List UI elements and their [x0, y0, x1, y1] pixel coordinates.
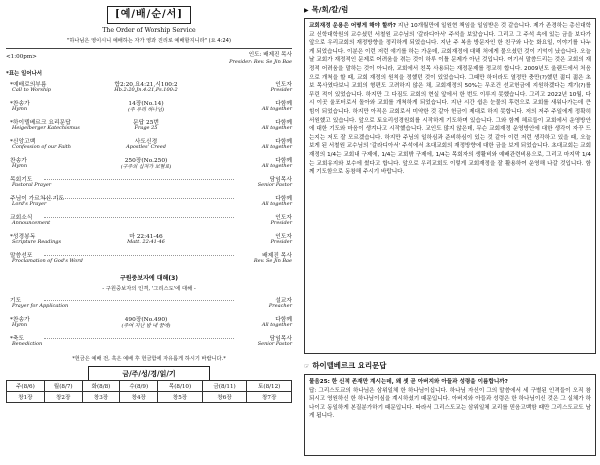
order-item [6, 212, 292, 231]
order-item-name-en: Pastoral Prayer [12, 182, 52, 188]
order-item-detail: 마 22:41-46 [129, 234, 163, 240]
hand-pointer-icon: ☞ [304, 363, 310, 370]
leader-name: 인도: 배제진 목사 [248, 52, 292, 58]
order-item [6, 174, 292, 193]
order-item-person-en: All together [261, 125, 292, 131]
order-item-name: 목회기도 [10, 177, 33, 183]
leader-info [229, 52, 292, 66]
order-item-name: *찬송가 [10, 101, 30, 107]
order-item-person-en: Presider [270, 220, 292, 226]
order-item-name: *성경봉독 [10, 234, 36, 240]
schedule-day: 토(8/12) [247, 381, 292, 392]
order-item-detail: 490장(No.490) [124, 317, 168, 323]
schedule-day: 주(8/6) [7, 381, 45, 392]
order-item-detail-en: Matt. 22:41-46 [127, 239, 165, 245]
order-item-name-en: Prayer for Application [12, 303, 69, 309]
order-item-person: 다함께 [275, 120, 292, 126]
order-item-person-en: All together [261, 144, 292, 150]
order-item-person: 담임목사 [269, 177, 292, 183]
bulletin-motto: "하나님은 영이시니 예배하는 자가 영과 진리로 예배할지니라" (요 4:24) [67, 38, 231, 44]
order-item-person: 담임목사 [269, 336, 292, 342]
order-item-name-en: Heigelberger Katechismus [12, 125, 80, 131]
order-item-name-en: Hymn [12, 322, 28, 328]
order-item-name: *찬송가 [10, 317, 30, 323]
order-item-person-en: Presider [270, 87, 292, 93]
order-item-name: *하이델베르크 요리문답 [10, 120, 71, 126]
schedule-reading: 창6장 [202, 392, 247, 403]
order-item-name: 기도 [10, 298, 22, 304]
order-list-after [6, 295, 292, 352]
dotted-leader [44, 255, 234, 256]
order-item [6, 250, 292, 269]
schedule-day: 수(8/9) [120, 381, 158, 392]
order-item-detail: 250장(No.250) [124, 158, 168, 164]
schedule-reading: 창5장 [158, 392, 203, 403]
order-item [6, 295, 292, 314]
reading-schedule-table [6, 380, 292, 403]
bulletin-subtitle: The Order of Worship Service [102, 27, 196, 34]
order-item [6, 231, 292, 250]
order-item-person-en: Senior Pastor [257, 341, 292, 347]
order-item-person-en: Preacher [268, 303, 292, 309]
order-item-detail-en: (구주의 십자가 보혈로) [120, 164, 172, 170]
catechism-heading [304, 360, 596, 372]
order-item-detail: 문답 25번 [132, 120, 160, 126]
order-item-detail: 사도신경 [134, 139, 158, 145]
schedule-day: 월(8/7) [44, 381, 82, 392]
sermon-title: 구원중보자에 대해(3) [119, 275, 179, 282]
order-item-name-en: Call to Worship [12, 87, 51, 93]
order-item-person-en: Rev. Se Jin Bae [253, 258, 292, 264]
service-time: <1:00pm> [6, 54, 37, 60]
order-item-name-en: Hymn [12, 163, 28, 169]
order-item-name-en: Confession of our Faith [12, 144, 72, 150]
order-item-person: 다함께 [275, 196, 292, 202]
schedule-reading: 창3장 [82, 392, 120, 403]
schedule-readings-row [7, 392, 292, 403]
order-item-name: 주님이 가르쳐신 기도 [10, 196, 65, 202]
catechism-answer: 답: 그리스도교의 하나님은 삼위일체 한 하나님이십니다. 하나님 자신이 그의 말씀에서 세 구별된 인격들이 오직 참되시고 영원하신 한 하나님이심을 계시하셨기 때문입니다. 아버지와 아들과 성령은 한 하나님이신 것은 그 실체가 하나이고 동일하게 본질분가하기 때문입니다. 따라서 그리스도교는 삼위일체 교리를 믿음고백함 때만 그리스도교도 남게 됩니다. [309, 387, 591, 420]
order-item-person: 다함께 [275, 158, 292, 164]
order-list [6, 79, 292, 269]
schedule-day: 화(8/8) [82, 381, 120, 392]
order-item-person: 다함께 [275, 317, 292, 323]
pastoral-column-body: 지난 10개월만에 일원현 책임을 일임받은 것 같습니다. 제가 존경하는 총신대학교 신학대학원의 교수셨던 서철원 교수님의 '갈라디아서' 주석을 보았습니다. 그리고 그 주석 속에 있는 금을 보다가 앞으로 우리교회의 재정방향을 정리하게 되었습니다. 지난 주 복음 방문자인 한 친구와 나눈 화요일, 이야기를 나누게 되었습니다. 이분은 이런 저런 얘기를 하는 가운데, 교회재정에 대해 처에게 물으셨던 것이 기억이 났습니다. 오늘날 교회가 재정적인 문제로 어려움을 겪는 것이 하루 이틀 문제가 아닌 것입니다. 여기서 말씀드리는 것은 교회의 재정적 어려움을 말하는 것이 아니라, 교회에서 친목 사용되는 재정문제를 정교히 합니다. 2009년도 울랜드에서 처음으로 개척을 할 때, 교회 재정의 원칙을 정했던 것이 있었습니다. 그때만 하더라도 열정만 충만(?)했던 젊디 젊은 초보 목사였다보니 교회의 형편도 고려하지 않은 채, 교회재정의 50%는 무조건 선교헌금에 지원하겠다는 계기(?)를 무린 적이 있었습니다. 하지만 그 다짐도 교회의 현실 앞에서 한 번도 이루지 못했습니다. 그리고 2022년 10월, 다시 이곳 울포터로서 돌아와 교회를 개척하게 되었습니다. 지난 시간 쉽은 눈물의 후련으로 교회를 새워나가는데 큰 힘이 되었습니다. 하지만 아직은 교회로서 미약한 것 같아 헌금이 제대로 하지 못합니다. 저의 저주 주일에게 정확히 서원했고 있습니다. 앞으로 토요리성경원회를 시작하게 기도하며 있습니다. 그와 함께 헤르들이 교회에서 운영방안에 대한 기도와 마음이 생겨나고 시작했습니다. 교인도 많지 않은데, 무슨 교회재정 운영방안에 대한 생각이 자꾸 드는지는 저도 잘 모르겠습니다. 하지만 주님의 일하심과 준비하심이 있는 것 같아 이런 저런 생각하고 있을 때, 오늘 보게 된 서철원 교수님의 '갈라디아서' 주석에서 초대교회의 재정방향에 대한 금을 보게 되었습니다. 초대교회는 교회재정의 1/4는 교회내 구제에, 1/4는 교회밖 구제에, 1/4는 목회자의 생활비와 예배관련비용으로, 그리고 마지막 1/4는 교회유지와 보수에 썼다고 합니다. 앞으로 우리교회도 이렇게 교회재정을 잘 활용하여 운영해 나갈 것입니다. 함께 기도함으로 동참해 주시기 바랍니다. [309, 23, 591, 176]
pastoral-column-heading [304, 4, 596, 16]
schedule-reading: 창2장 [44, 392, 82, 403]
leader-name-en: Presider: Rev. Se Jin Bae [229, 59, 292, 65]
order-item-name: *예배로의부름 [10, 82, 47, 88]
pastoral-column-lead: 교회재정 운용은 어떻게 해야 할까? [309, 23, 397, 29]
order-item-name-en: Scripture Readings [12, 239, 62, 245]
divider [6, 48, 292, 49]
standing-marker: *표는 일어나서 [6, 71, 42, 77]
order-item-person: 인도자 [275, 234, 292, 240]
order-item-detail-en: Frage 25 [134, 125, 158, 131]
schedule-title: 금/주/성/경/읽/기 [88, 366, 210, 380]
dotted-leader [44, 300, 234, 301]
dotted-leader [44, 198, 234, 199]
order-item-person: 다함께 [275, 139, 292, 145]
order-item-name-en: Proclamation of God's Word [12, 258, 83, 264]
bulletin-left-column [6, 4, 292, 462]
triangle-icon: ▶ [304, 7, 309, 14]
pastoral-column-title: 목/회/칼/럼 [311, 5, 349, 14]
order-item-name-en: Benediction [12, 341, 43, 347]
order-item-name-en: Lord's Prayer [12, 201, 47, 207]
order-item [6, 193, 292, 212]
order-item [6, 333, 292, 352]
order-item-person: 인도자 [275, 215, 292, 221]
offering-notice: *헌금은 예배 전, 혹은 예배 후 헌금함에 자유롭게 하시기 바랍니다.* [72, 356, 226, 362]
order-item-name-en: Hymn [12, 106, 28, 112]
time-row [6, 52, 292, 66]
schedule-reading: 창4장 [120, 392, 158, 403]
order-item-detail: 합2:20,요4:21,시100:2 [114, 82, 178, 88]
order-item-person-en: All together [261, 322, 292, 328]
catechism-title: 하이델베르크 요리문답 [312, 361, 387, 370]
dotted-leader [44, 338, 234, 339]
dotted-leader [44, 179, 234, 180]
order-item-detail-en: Hb.2:20,Jn.4:21,Ps.100:2 [114, 87, 178, 93]
sermon-subtitle: - 구원중보자의 인격, '그리스도'에 대해 - [102, 286, 196, 292]
order-item [6, 79, 292, 98]
order-item-name: *신앙고백 [10, 139, 36, 145]
schedule-day: 목(8/10) [158, 381, 203, 392]
schedule-reading: 창1장 [7, 392, 45, 403]
dotted-leader [44, 217, 234, 218]
order-item-person-en: All together [261, 163, 292, 169]
order-item-name: 말씀선포 [10, 253, 33, 259]
order-item [6, 314, 292, 333]
order-item-detail-en: (주여 지난 밤 내 꿈에) [121, 323, 171, 329]
order-item-detail-en: (주 우리 하나님) [127, 107, 165, 113]
catechism-question: 물음25: 한 신적 존재만 계시는데, 왜 셋 곧 아버지와 아들과 성령을 이름합니까? [309, 379, 508, 385]
pastoral-column-box [304, 18, 596, 354]
schedule-days-row [7, 381, 292, 392]
bulletin-right-column [304, 4, 596, 462]
order-item-person: 인도자 [275, 82, 292, 88]
order-item-person: 다함께 [275, 101, 292, 107]
bulletin-title: [예/배/순/서] [107, 6, 191, 24]
order-item [6, 155, 292, 174]
order-item-person-en: Senior Pastor [257, 182, 292, 188]
order-item-name: 찬송가 [10, 158, 27, 164]
order-item-person-en: Presider [270, 239, 292, 245]
schedule-reading: 창7장 [247, 392, 292, 403]
order-item-name: *축도 [10, 336, 25, 342]
order-item [6, 98, 292, 117]
order-item [6, 136, 292, 155]
order-item-person-en: All together [261, 201, 292, 207]
order-item-person-en: All together [261, 106, 292, 112]
order-item-name: 교회소식 [10, 215, 33, 221]
order-item-detail: 14장(No.14) [128, 101, 164, 107]
order-item-person: 설교자 [275, 298, 292, 304]
order-item-name-en: Announcement [12, 220, 51, 226]
schedule-day: 금(8/11) [202, 381, 247, 392]
order-item-person: 배제진 목사 [262, 253, 292, 259]
order-item-detail-en: Apostles' Creed [126, 144, 166, 150]
order-item [6, 117, 292, 136]
catechism-box [304, 374, 596, 456]
